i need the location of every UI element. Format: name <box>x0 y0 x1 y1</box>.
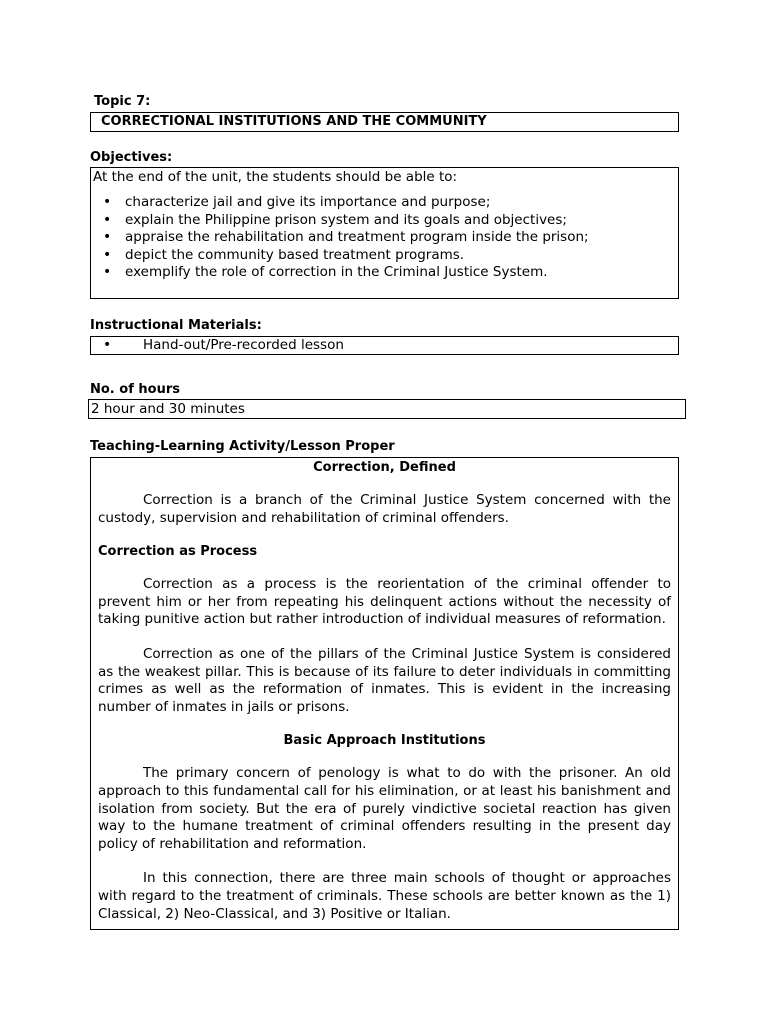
lesson-subheading: Basic Approach Institutions <box>283 733 486 749</box>
topic-title-box <box>90 112 679 132</box>
topic-label: Topic 7: <box>94 94 151 109</box>
objectives-box <box>90 167 679 299</box>
lesson-paragraph: The primary concern of penology is what to do with the prisoner. An old approach to this fundamental call for his elimination, or at least his banishment and isolation from society. But the era of purely vindictive societal reaction has given way to the humane treatment of criminal offenders resulting in the present day policy of rehabilitation and reformation. <box>98 765 671 852</box>
lesson-paragraph: In this connection, there are three main schools of thought or approaches with regard to the treatment of criminals. These schools are better known as the 1) Classical, 2) Neo-Classical, and 3) Positive or Italian. <box>98 870 671 922</box>
objective-item: • explain the Philippine prison system and its goals and objectives; <box>91 212 676 230</box>
topic-title: CORRECTIONAL INSTITUTIONS AND THE COMMUNITY <box>101 114 487 129</box>
lesson-label: Teaching-Learning Activity/Lesson Proper <box>90 439 395 454</box>
lesson-content <box>98 458 671 923</box>
objective-item: • depict the community based treatment programs. <box>91 247 676 265</box>
lesson-subheading: Correction as Process <box>98 544 258 560</box>
materials-box <box>90 336 679 355</box>
hours-value: 2 hour and 30 minutes <box>91 401 245 417</box>
materials-label: Instructional Materials: <box>90 318 262 333</box>
material-item: • Hand-out/Pre-recorded lesson <box>91 337 676 355</box>
objectives-intro: At the end of the unit, the students should be able to: <box>93 169 458 185</box>
objectives-list <box>91 194 676 282</box>
lesson-box <box>90 457 679 930</box>
objective-item: • appraise the rehabilitation and treatment program inside the prison; <box>91 229 676 247</box>
lesson-heading: Correction, Defined <box>313 460 456 475</box>
objective-item: • exemplify the role of correction in the Criminal Justice System. <box>91 264 676 282</box>
hours-label: No. of hours <box>90 382 180 397</box>
lesson-paragraph: Correction is a branch of the Criminal Justice System concerned with the custody, supervision and rehabilitation of criminal offenders. <box>98 492 671 526</box>
objective-item: • characterize jail and give its importance and purpose; <box>91 194 676 212</box>
lesson-paragraph: Correction as a process is the reorientation of the criminal offender to prevent him or her from repeating his delinquent actions without the necessity of taking punitive action but rather introduction of individual measures of reformation. <box>98 576 671 628</box>
hours-box <box>88 399 686 419</box>
materials-list <box>91 337 676 355</box>
objectives-label: Objectives: <box>90 150 173 165</box>
lesson-paragraph: Correction as one of the pillars of the Criminal Justice System is considered as the weakest pillar. This is because of its failure to deter individuals in committing crimes as well as the reformation of inmates. This is evident in the increasing number of inmates in jails or prisons. <box>98 645 671 715</box>
